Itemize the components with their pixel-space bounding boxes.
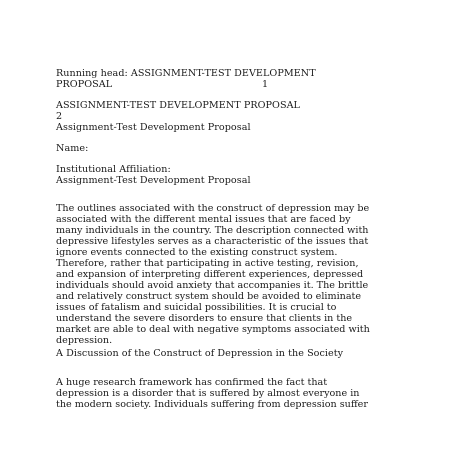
paragraph-line: many individuals in the country. The description connected with: [56, 225, 369, 236]
paragraph-line: Therefore, rather that participating in active testing, revision,: [56, 258, 359, 269]
paragraph-line: issues of fatalism and suicidal possibilities. It is crucial to: [56, 302, 337, 313]
document-title: Assignment-Test Development Proposal: [56, 122, 251, 133]
body-paragraph-1: [56, 203, 401, 346]
paragraph-line: The outlines associated with the construct of depression may be: [56, 203, 370, 214]
document-title-repeat: Assignment-Test Development Proposal: [56, 175, 251, 186]
second-page-header-title: ASSIGNMENT-TEST DEVELOPMENT PROPOSAL: [56, 100, 300, 111]
page-number-2: 2: [56, 111, 63, 122]
paragraph-line: market are able to deal with negative symptoms associated with: [56, 324, 370, 335]
affiliation-label: Institutional Affiliation:: [56, 164, 171, 175]
name-label: Name:: [56, 143, 89, 154]
paragraph-line: understand the severe disorders to ensure that clients in the: [56, 313, 353, 324]
paragraph-line: and relatively construct system should be avoided to eliminate: [56, 291, 362, 302]
paragraph-line: ignore events connected to the existing construct system.: [56, 247, 338, 258]
paragraph-line: depression.: [56, 335, 113, 346]
running-head-line1: Running head: ASSIGNMENT-TEST DEVELOPMENT: [56, 68, 316, 79]
paragraph-line: depressive lifestyles serves as a characteristic of the issues that: [56, 236, 369, 247]
body-paragraph-2: [56, 377, 401, 410]
paragraph-line: individuals should avoid anxiety that accompanies it. The brittle: [56, 280, 369, 291]
paragraph-line: depression is a disorder that is suffered by almost everyone in: [56, 388, 360, 399]
paragraph-line: and expansion of interpreting different experiences, depressed: [56, 269, 364, 280]
running-head-line2: PROPOSAL: [56, 79, 113, 90]
paragraph-line: associated with the different mental issues that are faced by: [56, 214, 351, 225]
paragraph-line: A huge research framework has confirmed the fact that: [56, 377, 328, 388]
paragraph-line: the modern society. Individuals suffering from depression suffer: [56, 399, 368, 410]
page-number-1: 1: [262, 79, 269, 90]
section-heading: A Discussion of the Construct of Depression in the Society: [56, 348, 344, 359]
